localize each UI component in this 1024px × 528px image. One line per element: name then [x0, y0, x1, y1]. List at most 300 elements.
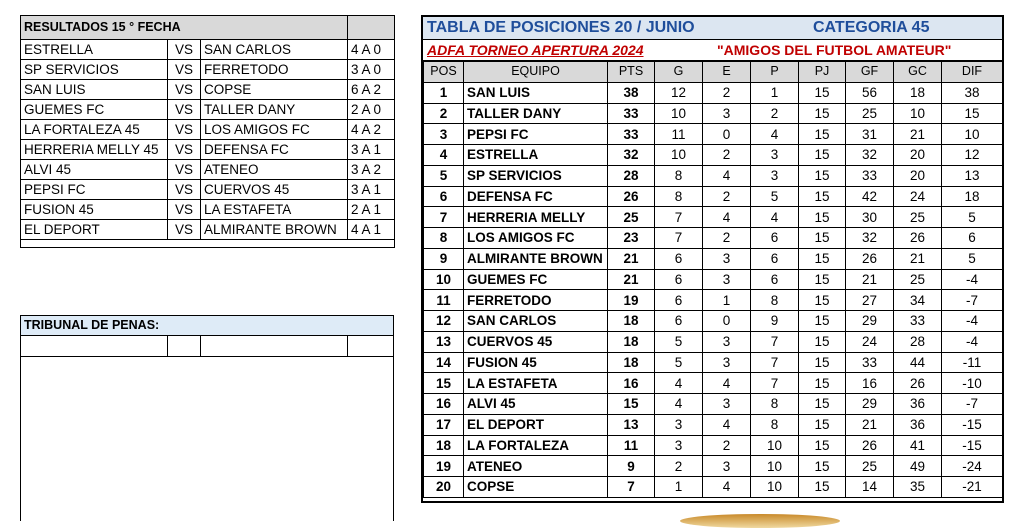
- cell-drawn: 3: [703, 248, 751, 269]
- cell-goals-for: 56: [846, 82, 894, 103]
- cell-goals-for: 27: [846, 290, 894, 311]
- cell-pos: 20: [424, 477, 464, 498]
- standings-row: [424, 248, 1003, 269]
- cell-goals-for: 33: [846, 165, 894, 186]
- cell-lost: 4: [751, 207, 799, 228]
- cell-drawn: 2: [703, 186, 751, 207]
- cell-played: 15: [799, 165, 846, 186]
- cell-pts: 26: [608, 186, 655, 207]
- match-row: [21, 180, 395, 200]
- header-team: EQUIPO: [464, 62, 608, 83]
- standings-row: [424, 165, 1003, 186]
- cell-goal-diff: -21: [942, 477, 1003, 498]
- cell-won: 4: [655, 373, 703, 394]
- cell-pos: 17: [424, 414, 464, 435]
- cell-pts: 19: [608, 290, 655, 311]
- cell-pos: 18: [424, 435, 464, 456]
- penalties-box: [20, 315, 394, 521]
- cell-goal-diff: 5: [942, 207, 1003, 228]
- match-score: 6 A 2: [348, 80, 395, 100]
- match-away-team: CUERVOS 45: [201, 180, 348, 200]
- cell-team: SAN LUIS: [464, 82, 608, 103]
- cell-pts: 25: [608, 207, 655, 228]
- standings-row: [424, 145, 1003, 166]
- match-vs: VS: [168, 160, 201, 180]
- cell-pts: 18: [608, 331, 655, 352]
- match-home-team: LA FORTALEZA 45: [21, 120, 168, 140]
- cell-lost: 8: [751, 394, 799, 415]
- logo-partial: [680, 514, 840, 528]
- match-away-team: TALLER DANY: [201, 100, 348, 120]
- cell-played: 15: [799, 186, 846, 207]
- match-score: 2 A 1: [348, 200, 395, 220]
- cell-played: 15: [799, 373, 846, 394]
- match-score: 3 A 1: [348, 180, 395, 200]
- cell-drawn: 0: [703, 311, 751, 332]
- cell-won: 6: [655, 248, 703, 269]
- standings-row: [424, 228, 1003, 249]
- standings-row: [424, 352, 1003, 373]
- cell-goals-for: 42: [846, 186, 894, 207]
- cell-goals-for: 33: [846, 352, 894, 373]
- results-table: [20, 15, 395, 248]
- standings-row: [424, 477, 1003, 498]
- results-header-row: [21, 16, 395, 40]
- standings-row: [424, 103, 1003, 124]
- cell-pos: 11: [424, 290, 464, 311]
- standings-row: [424, 311, 1003, 332]
- cell-pts: 7: [608, 477, 655, 498]
- cell-goal-diff: -4: [942, 311, 1003, 332]
- cell-lost: 1: [751, 82, 799, 103]
- cell-goals-for: 21: [846, 414, 894, 435]
- cell-drawn: 2: [703, 228, 751, 249]
- match-away-team: ATENEO: [201, 160, 348, 180]
- cell-won: 3: [655, 435, 703, 456]
- cell-team: FERRETODO: [464, 290, 608, 311]
- cell-won: 6: [655, 269, 703, 290]
- match-score: 3 A 0: [348, 60, 395, 80]
- standings-row: [424, 331, 1003, 352]
- cell-team: LOS AMIGOS FC: [464, 228, 608, 249]
- penalties-title: TRIBUNAL DE PENAS:: [21, 316, 393, 336]
- penalties-cell: [201, 336, 348, 356]
- cell-goals-for: 14: [846, 477, 894, 498]
- cell-goals-for: 25: [846, 103, 894, 124]
- cell-goals-against: 36: [894, 414, 942, 435]
- standings-header-row: [424, 62, 1003, 83]
- cell-lost: 8: [751, 414, 799, 435]
- standings-row: [424, 373, 1003, 394]
- cell-goals-against: 20: [894, 165, 942, 186]
- match-row: [21, 220, 395, 240]
- match-vs: VS: [168, 200, 201, 220]
- cell-goal-diff: 13: [942, 165, 1003, 186]
- standings-panel: [421, 15, 1004, 503]
- match-away-team: SAN CARLOS: [201, 40, 348, 60]
- cell-goals-against: 26: [894, 373, 942, 394]
- cell-won: 12: [655, 82, 703, 103]
- cell-goal-diff: 12: [942, 145, 1003, 166]
- cell-team: PEPSI FC: [464, 124, 608, 145]
- cell-goals-for: 16: [846, 373, 894, 394]
- cell-won: 5: [655, 352, 703, 373]
- cell-pos: 8: [424, 228, 464, 249]
- cell-goal-diff: -24: [942, 456, 1003, 477]
- match-row: [21, 200, 395, 220]
- cell-goals-for: 32: [846, 228, 894, 249]
- cell-lost: 3: [751, 145, 799, 166]
- standings-row: [424, 414, 1003, 435]
- cell-lost: 7: [751, 373, 799, 394]
- match-home-team: ESTRELLA: [21, 40, 168, 60]
- cell-won: 2: [655, 456, 703, 477]
- match-score: 2 A 0: [348, 100, 395, 120]
- match-away-team: ALMIRANTE BROWN: [201, 220, 348, 240]
- cell-team: GUEMES FC: [464, 269, 608, 290]
- header-drawn: E: [703, 62, 751, 83]
- cell-played: 15: [799, 331, 846, 352]
- match-row: [21, 120, 395, 140]
- standings-title-bar: [423, 17, 1002, 40]
- header-pos: POS: [424, 62, 464, 83]
- penalties-cell: [168, 336, 201, 356]
- cell-lost: 6: [751, 248, 799, 269]
- cell-lost: 10: [751, 456, 799, 477]
- match-home-team: FUSION 45: [21, 200, 168, 220]
- cell-drawn: 4: [703, 165, 751, 186]
- cell-pts: 18: [608, 352, 655, 373]
- cell-won: 5: [655, 331, 703, 352]
- cell-pts: 33: [608, 103, 655, 124]
- cell-goals-against: 21: [894, 248, 942, 269]
- match-row: [21, 140, 395, 160]
- standings-row: [424, 394, 1003, 415]
- cell-goals-for: 29: [846, 394, 894, 415]
- cell-lost: 9: [751, 311, 799, 332]
- header-pts: PTS: [608, 62, 655, 83]
- match-vs: VS: [168, 40, 201, 60]
- match-row: [21, 160, 395, 180]
- cell-drawn: 2: [703, 145, 751, 166]
- cell-played: 15: [799, 311, 846, 332]
- cell-lost: 2: [751, 103, 799, 124]
- cell-won: 7: [655, 228, 703, 249]
- cell-goals-against: 44: [894, 352, 942, 373]
- cell-goals-for: 30: [846, 207, 894, 228]
- cell-goal-diff: -10: [942, 373, 1003, 394]
- cell-goals-against: 26: [894, 228, 942, 249]
- cell-goals-for: 29: [846, 311, 894, 332]
- cell-goal-diff: 15: [942, 103, 1003, 124]
- cell-pos: 3: [424, 124, 464, 145]
- cell-goals-against: 36: [894, 394, 942, 415]
- cell-team: ESTRELLA: [464, 145, 608, 166]
- cell-goals-against: 34: [894, 290, 942, 311]
- cell-pts: 18: [608, 311, 655, 332]
- league-slogan: "AMIGOS DEL FUTBOL AMATEUR": [717, 42, 952, 58]
- cell-pts: 33: [608, 124, 655, 145]
- match-vs: VS: [168, 100, 201, 120]
- cell-team: ALMIRANTE BROWN: [464, 248, 608, 269]
- results-header-blank: [348, 16, 395, 40]
- match-score: 4 A 2: [348, 120, 395, 140]
- cell-team: HERRERIA MELLY: [464, 207, 608, 228]
- cell-goal-diff: -7: [942, 394, 1003, 415]
- cell-pos: 7: [424, 207, 464, 228]
- standings-category: CATEGORIA 45: [813, 19, 930, 36]
- cell-lost: 10: [751, 477, 799, 498]
- match-score: 3 A 1: [348, 140, 395, 160]
- cell-lost: 3: [751, 165, 799, 186]
- cell-played: 15: [799, 414, 846, 435]
- cell-pts: 15: [608, 394, 655, 415]
- standings-row: [424, 186, 1003, 207]
- cell-lost: 4: [751, 124, 799, 145]
- cell-goals-for: 26: [846, 248, 894, 269]
- cell-won: 4: [655, 394, 703, 415]
- cell-team: LA ESTAFETA: [464, 373, 608, 394]
- penalties-row: [21, 336, 393, 357]
- cell-won: 1: [655, 477, 703, 498]
- match-away-team: LA ESTAFETA: [201, 200, 348, 220]
- cell-played: 15: [799, 248, 846, 269]
- header-lost: P: [751, 62, 799, 83]
- cell-goal-diff: 5: [942, 248, 1003, 269]
- match-home-team: SAN LUIS: [21, 80, 168, 100]
- cell-played: 15: [799, 352, 846, 373]
- cell-pts: 38: [608, 82, 655, 103]
- cell-pts: 13: [608, 414, 655, 435]
- header-goals-for: GF: [846, 62, 894, 83]
- penalties-cell: [21, 336, 168, 356]
- header-played: PJ: [799, 62, 846, 83]
- cell-pos: 14: [424, 352, 464, 373]
- cell-goal-diff: 10: [942, 124, 1003, 145]
- cell-team: SAN CARLOS: [464, 311, 608, 332]
- match-home-team: ALVI 45: [21, 160, 168, 180]
- cell-pos: 5: [424, 165, 464, 186]
- cell-goals-against: 49: [894, 456, 942, 477]
- cell-pos: 13: [424, 331, 464, 352]
- cell-lost: 6: [751, 228, 799, 249]
- standings-row: [424, 290, 1003, 311]
- cell-goal-diff: -11: [942, 352, 1003, 373]
- cell-goals-for: 32: [846, 145, 894, 166]
- header-goal-diff: DIF: [942, 62, 1003, 83]
- cell-played: 15: [799, 145, 846, 166]
- cell-goals-against: 20: [894, 145, 942, 166]
- cell-lost: 7: [751, 352, 799, 373]
- cell-team: CUERVOS 45: [464, 331, 608, 352]
- match-away-team: DEFENSA FC: [201, 140, 348, 160]
- cell-team: DEFENSA FC: [464, 186, 608, 207]
- match-away-team: LOS AMIGOS FC: [201, 120, 348, 140]
- cell-lost: 6: [751, 269, 799, 290]
- cell-drawn: 2: [703, 435, 751, 456]
- cell-team: COPSE: [464, 477, 608, 498]
- cell-pos: 15: [424, 373, 464, 394]
- results-bottom-cell: [21, 240, 395, 248]
- cell-drawn: 3: [703, 103, 751, 124]
- cell-pos: 4: [424, 145, 464, 166]
- match-row: [21, 40, 395, 60]
- cell-goal-diff: -7: [942, 290, 1003, 311]
- cell-goals-against: 24: [894, 186, 942, 207]
- cell-goals-against: 10: [894, 103, 942, 124]
- cell-goals-against: 35: [894, 477, 942, 498]
- cell-drawn: 1: [703, 290, 751, 311]
- cell-team: TALLER DANY: [464, 103, 608, 124]
- standings-row: [424, 207, 1003, 228]
- match-away-team: COPSE: [201, 80, 348, 100]
- match-home-team: HERRERIA MELLY 45: [21, 140, 168, 160]
- header-won: G: [655, 62, 703, 83]
- cell-team: ATENEO: [464, 456, 608, 477]
- cell-played: 15: [799, 290, 846, 311]
- standings-row: [424, 82, 1003, 103]
- match-home-team: SP SERVICIOS: [21, 60, 168, 80]
- standings-title: TABLA DE POSICIONES 20 / JUNIO: [427, 19, 695, 36]
- cell-drawn: 4: [703, 414, 751, 435]
- match-vs: VS: [168, 220, 201, 240]
- cell-pts: 11: [608, 435, 655, 456]
- cell-drawn: 3: [703, 394, 751, 415]
- cell-pts: 21: [608, 248, 655, 269]
- cell-played: 15: [799, 435, 846, 456]
- match-row: [21, 100, 395, 120]
- cell-drawn: 4: [703, 373, 751, 394]
- cell-played: 15: [799, 228, 846, 249]
- cell-won: 8: [655, 186, 703, 207]
- cell-pts: 9: [608, 456, 655, 477]
- match-row: [21, 80, 395, 100]
- cell-pts: 28: [608, 165, 655, 186]
- cell-pts: 32: [608, 145, 655, 166]
- cell-played: 15: [799, 103, 846, 124]
- cell-goal-diff: -15: [942, 435, 1003, 456]
- standings-subtitle-bar: [423, 40, 1002, 61]
- cell-goals-for: 21: [846, 269, 894, 290]
- cell-team: SP SERVICIOS: [464, 165, 608, 186]
- cell-goals-against: 28: [894, 331, 942, 352]
- cell-played: 15: [799, 124, 846, 145]
- cell-lost: 7: [751, 331, 799, 352]
- cell-lost: 8: [751, 290, 799, 311]
- cell-drawn: 3: [703, 456, 751, 477]
- cell-goal-diff: 6: [942, 228, 1003, 249]
- cell-played: 15: [799, 477, 846, 498]
- cell-goals-against: 25: [894, 207, 942, 228]
- cell-goal-diff: -15: [942, 414, 1003, 435]
- standings-table: [423, 61, 1003, 498]
- cell-won: 8: [655, 165, 703, 186]
- cell-goals-against: 33: [894, 311, 942, 332]
- cell-lost: 5: [751, 186, 799, 207]
- cell-goal-diff: 18: [942, 186, 1003, 207]
- cell-drawn: 2: [703, 82, 751, 103]
- cell-played: 15: [799, 456, 846, 477]
- cell-pos: 16: [424, 394, 464, 415]
- results-title: RESULTADOS 15 ° FECHA: [21, 16, 348, 40]
- cell-drawn: 3: [703, 352, 751, 373]
- cell-played: 15: [799, 269, 846, 290]
- cell-won: 6: [655, 290, 703, 311]
- match-vs: VS: [168, 80, 201, 100]
- match-away-team: FERRETODO: [201, 60, 348, 80]
- match-vs: VS: [168, 180, 201, 200]
- cell-goals-against: 41: [894, 435, 942, 456]
- standings-row: [424, 124, 1003, 145]
- cell-team: FUSION 45: [464, 352, 608, 373]
- cell-pos: 10: [424, 269, 464, 290]
- standings-row: [424, 269, 1003, 290]
- match-vs: VS: [168, 120, 201, 140]
- cell-won: 3: [655, 414, 703, 435]
- cell-goals-for: 24: [846, 331, 894, 352]
- match-score: 4 A 1: [348, 220, 395, 240]
- cell-goals-for: 25: [846, 456, 894, 477]
- match-vs: VS: [168, 140, 201, 160]
- cell-drawn: 4: [703, 477, 751, 498]
- cell-won: 10: [655, 145, 703, 166]
- tournament-name: ADFA TORNEO APERTURA 2024: [427, 42, 644, 58]
- cell-played: 15: [799, 82, 846, 103]
- cell-goals-for: 31: [846, 124, 894, 145]
- cell-drawn: 4: [703, 207, 751, 228]
- cell-won: 6: [655, 311, 703, 332]
- match-row: [21, 60, 395, 80]
- cell-pos: 1: [424, 82, 464, 103]
- cell-lost: 10: [751, 435, 799, 456]
- cell-won: 7: [655, 207, 703, 228]
- cell-goals-against: 21: [894, 124, 942, 145]
- cell-goal-diff: -4: [942, 269, 1003, 290]
- match-vs: VS: [168, 60, 201, 80]
- cell-team: EL DEPORT: [464, 414, 608, 435]
- cell-played: 15: [799, 207, 846, 228]
- cell-team: ALVI 45: [464, 394, 608, 415]
- cell-goal-diff: -4: [942, 331, 1003, 352]
- match-score: 4 A 0: [348, 40, 395, 60]
- cell-won: 11: [655, 124, 703, 145]
- cell-pts: 23: [608, 228, 655, 249]
- cell-drawn: 0: [703, 124, 751, 145]
- cell-pos: 2: [424, 103, 464, 124]
- cell-played: 15: [799, 394, 846, 415]
- match-score: 3 A 2: [348, 160, 395, 180]
- cell-goals-for: 26: [846, 435, 894, 456]
- cell-drawn: 3: [703, 331, 751, 352]
- standings-row: [424, 456, 1003, 477]
- match-home-team: EL DEPORT: [21, 220, 168, 240]
- cell-goals-against: 18: [894, 82, 942, 103]
- cell-pos: 12: [424, 311, 464, 332]
- match-home-team: PEPSI FC: [21, 180, 168, 200]
- match-home-team: GUEMES FC: [21, 100, 168, 120]
- cell-won: 10: [655, 103, 703, 124]
- cell-pos: 6: [424, 186, 464, 207]
- cell-pos: 9: [424, 248, 464, 269]
- header-goals-against: GC: [894, 62, 942, 83]
- cell-pts: 21: [608, 269, 655, 290]
- cell-goal-diff: 38: [942, 82, 1003, 103]
- cell-drawn: 3: [703, 269, 751, 290]
- cell-team: LA FORTALEZA: [464, 435, 608, 456]
- cell-pos: 19: [424, 456, 464, 477]
- standings-row: [424, 435, 1003, 456]
- cell-pts: 16: [608, 373, 655, 394]
